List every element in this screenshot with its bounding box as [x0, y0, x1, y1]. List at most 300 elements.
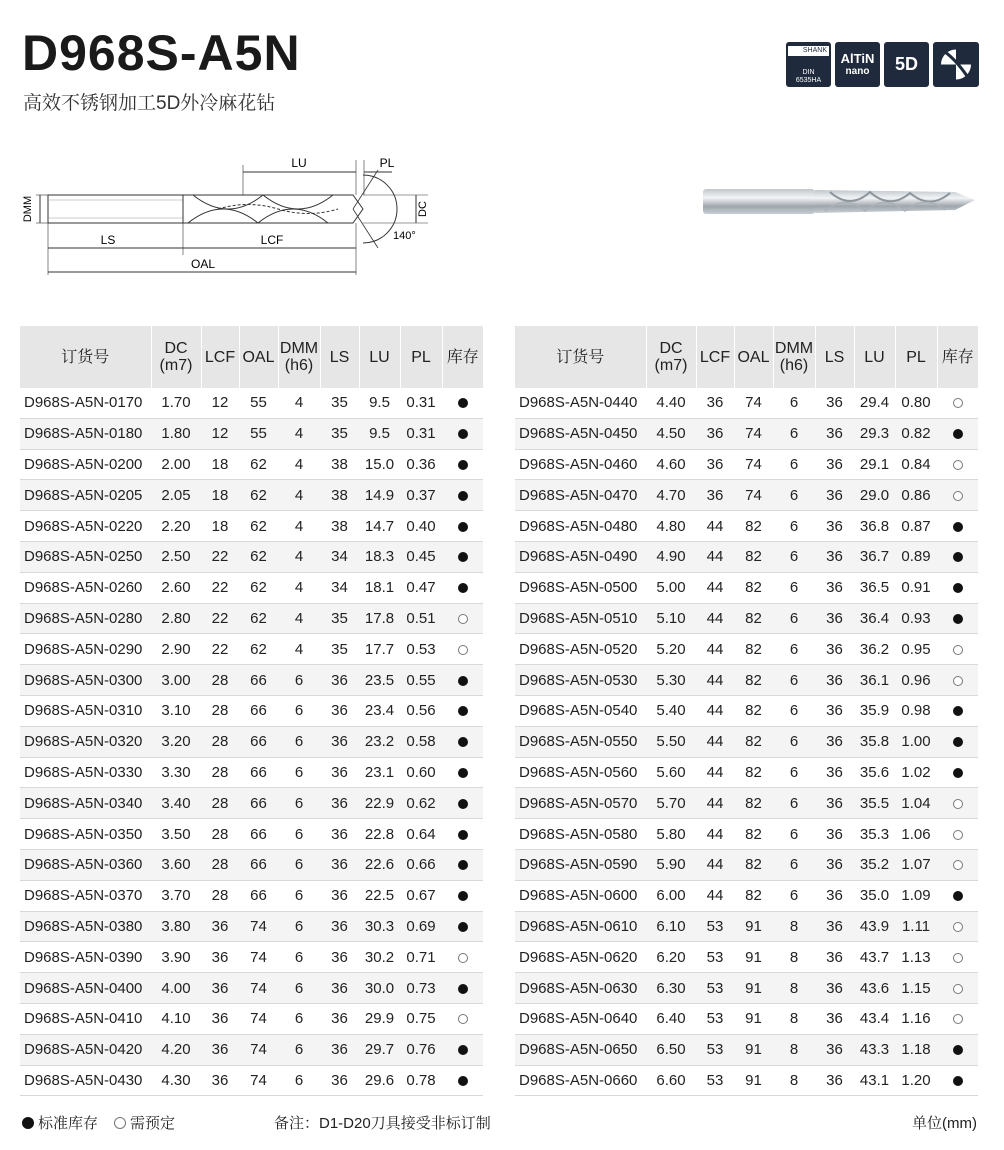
spec-cell: 35.0 — [854, 880, 895, 911]
in-stock-dot-icon — [953, 768, 963, 778]
order-no-cell: D968S-A5N-0350 — [20, 819, 151, 850]
spec-cell: 36.1 — [854, 665, 895, 696]
in-stock-dot-icon — [458, 429, 468, 439]
spec-cell: 36 — [320, 849, 359, 880]
spec-cell: 82 — [734, 726, 773, 757]
stock-cell — [937, 665, 978, 696]
stock-cell — [937, 511, 978, 542]
spec-cell: 44 — [696, 726, 734, 757]
spec-cell: 28 — [201, 880, 239, 911]
col-lu: LU — [359, 326, 400, 388]
spec-cell: 6 — [773, 726, 815, 757]
stock-cell — [442, 418, 483, 449]
in-stock-dot-icon — [458, 860, 468, 870]
spec-cell: 4.00 — [151, 973, 201, 1004]
spec-cell: 43.7 — [854, 942, 895, 973]
spec-cell: 1.70 — [151, 388, 201, 418]
in-stock-dot-icon — [458, 583, 468, 593]
spec-cell: 8 — [773, 1034, 815, 1065]
spec-cell: 22.6 — [359, 849, 400, 880]
order-no-cell: D968S-A5N-0660 — [515, 1065, 646, 1096]
spec-cell: 44 — [696, 665, 734, 696]
in-stock-dot-icon — [953, 552, 963, 562]
spec-cell: 62 — [239, 449, 278, 480]
spec-cell: 4.40 — [646, 388, 696, 418]
spec-cell: 82 — [734, 665, 773, 696]
spec-cell: 15.0 — [359, 449, 400, 480]
spec-cell: 0.91 — [895, 572, 937, 603]
spec-cell: 38 — [320, 480, 359, 511]
spec-cell: 6 — [278, 1065, 320, 1096]
order-no-cell: D968S-A5N-0610 — [515, 911, 646, 942]
spec-cell: 29.9 — [359, 1003, 400, 1034]
spec-cell: 22 — [201, 572, 239, 603]
spec-cell: 6 — [773, 634, 815, 665]
stock-cell — [442, 634, 483, 665]
spec-cell: 0.62 — [400, 788, 442, 819]
spec-cell: 6 — [278, 695, 320, 726]
spec-cell: 43.3 — [854, 1034, 895, 1065]
oal-label: OAL — [190, 257, 216, 271]
stock-cell — [937, 634, 978, 665]
order-no-cell: D968S-A5N-0360 — [20, 849, 151, 880]
in-stock-dot-icon — [458, 491, 468, 501]
spec-cell: 36 — [815, 880, 854, 911]
spec-cell: 5.40 — [646, 695, 696, 726]
stock-cell — [442, 665, 483, 696]
spec-cell: 6 — [773, 572, 815, 603]
spec-cell: 74 — [734, 418, 773, 449]
spec-cell: 4.10 — [151, 1003, 201, 1034]
stock-cell — [937, 911, 978, 942]
order-no-cell: D968S-A5N-0580 — [515, 819, 646, 850]
spec-cell: 18 — [201, 449, 239, 480]
stock-cell — [442, 1065, 483, 1096]
stock-cell — [937, 942, 978, 973]
spec-cell: 2.50 — [151, 541, 201, 572]
stock-cell — [937, 726, 978, 757]
spec-cell: 0.87 — [895, 511, 937, 542]
spec-cell: 4 — [278, 603, 320, 634]
spec-cell: 2.90 — [151, 634, 201, 665]
spec-cell: 18 — [201, 480, 239, 511]
table-row — [20, 757, 483, 788]
spec-cell: 18.3 — [359, 541, 400, 572]
spec-cell: 36 — [815, 757, 854, 788]
order-required-dot-icon — [458, 645, 468, 655]
in-stock-dot-icon — [458, 984, 468, 994]
spec-cell: 0.31 — [400, 418, 442, 449]
spec-cell: 35.5 — [854, 788, 895, 819]
spec-cell: 3.70 — [151, 880, 201, 911]
angle-label: 140° — [393, 230, 416, 242]
spec-cell: 6 — [773, 757, 815, 788]
spec-cell: 36 — [696, 388, 734, 418]
order-no-cell: D968S-A5N-0560 — [515, 757, 646, 788]
order-required-dot-icon — [953, 984, 963, 994]
spec-cell: 0.80 — [895, 388, 937, 418]
spec-cell: 23.2 — [359, 726, 400, 757]
spec-cell: 6.20 — [646, 942, 696, 973]
spec-cell: 66 — [239, 849, 278, 880]
ls-label: LS — [100, 233, 116, 247]
spec-cell: 53 — [696, 1034, 734, 1065]
spec-cell: 74 — [239, 973, 278, 1004]
stock-cell — [442, 788, 483, 819]
spec-cell: 0.66 — [400, 849, 442, 880]
spec-cell: 4.80 — [646, 511, 696, 542]
order-no-cell: D968S-A5N-0520 — [515, 634, 646, 665]
order-required-dot-icon — [953, 645, 963, 655]
col-dc: DC (m7) — [646, 326, 696, 388]
order-no-cell: D968S-A5N-0540 — [515, 695, 646, 726]
spec-cell: 9.5 — [359, 388, 400, 418]
stock-cell — [937, 819, 978, 850]
order-required-dot-icon — [953, 953, 963, 963]
table-row — [515, 726, 978, 757]
spec-cell: 4 — [278, 572, 320, 603]
col-dmm: DMM (h6) — [278, 326, 320, 388]
table-row — [515, 942, 978, 973]
spec-cell: 28 — [201, 726, 239, 757]
spec-cell: 22.9 — [359, 788, 400, 819]
order-no-cell: D968S-A5N-0330 — [20, 757, 151, 788]
spec-cell: 17.7 — [359, 634, 400, 665]
table-row — [20, 1034, 483, 1065]
spec-cell: 30.0 — [359, 973, 400, 1004]
order-required-dot-icon — [458, 1014, 468, 1024]
stock-cell — [937, 572, 978, 603]
stock-cell — [937, 418, 978, 449]
spec-cell: 0.37 — [400, 480, 442, 511]
spec-cell: 1.13 — [895, 942, 937, 973]
spec-cell: 36 — [815, 788, 854, 819]
spec-cell: 8 — [773, 1065, 815, 1096]
spec-cell: 29.7 — [359, 1034, 400, 1065]
lcf-label: LCF — [260, 233, 284, 247]
table-row — [515, 1003, 978, 1034]
spec-cell: 1.09 — [895, 880, 937, 911]
dc-label: DC — [417, 201, 429, 217]
order-no-cell: D968S-A5N-0250 — [20, 541, 151, 572]
table-row — [515, 388, 978, 418]
spec-cell: 82 — [734, 757, 773, 788]
spec-cell: 0.98 — [895, 695, 937, 726]
spec-cell: 91 — [734, 1034, 773, 1065]
in-stock-dot-icon — [953, 1076, 963, 1086]
spec-cell: 0.55 — [400, 665, 442, 696]
spec-table-left — [20, 326, 483, 1096]
in-stock-dot-icon — [953, 737, 963, 747]
spec-cell: 82 — [734, 572, 773, 603]
order-required-dot-icon — [953, 398, 963, 408]
spec-cell: 6 — [278, 819, 320, 850]
spec-cell: 2.60 — [151, 572, 201, 603]
spec-cell: 1.20 — [895, 1065, 937, 1096]
spec-cell: 0.67 — [400, 880, 442, 911]
spec-cell: 1.16 — [895, 1003, 937, 1034]
spec-cell: 0.89 — [895, 541, 937, 572]
spec-cell: 36 — [815, 1003, 854, 1034]
col-oal: OAL — [239, 326, 278, 388]
spec-cell: 66 — [239, 819, 278, 850]
spec-cell: 43.4 — [854, 1003, 895, 1034]
spec-cell: 0.93 — [895, 603, 937, 634]
spec-cell: 8 — [773, 911, 815, 942]
spec-cell: 2.05 — [151, 480, 201, 511]
spec-cell: 6 — [773, 849, 815, 880]
spec-cell: 5.50 — [646, 726, 696, 757]
spec-cell: 82 — [734, 603, 773, 634]
stock-cell — [442, 1034, 483, 1065]
spec-cell: 4 — [278, 480, 320, 511]
spec-cell: 8 — [773, 1003, 815, 1034]
in-stock-dot-icon — [458, 398, 468, 408]
in-stock-dot-icon — [458, 706, 468, 716]
spec-cell: 36 — [815, 942, 854, 973]
spec-cell: 82 — [734, 880, 773, 911]
stock-cell — [442, 541, 483, 572]
spec-cell: 3.40 — [151, 788, 201, 819]
spec-cell: 3.50 — [151, 819, 201, 850]
spec-cell: 1.80 — [151, 418, 201, 449]
spec-cell: 36 — [815, 665, 854, 696]
table-row — [20, 819, 483, 850]
order-required-dot-icon — [953, 491, 963, 501]
table-row — [515, 1065, 978, 1096]
table-row — [20, 1065, 483, 1096]
spec-cell: 0.64 — [400, 819, 442, 850]
spec-cell: 23.1 — [359, 757, 400, 788]
spec-cell: 35 — [320, 634, 359, 665]
spec-cell: 36 — [201, 1034, 239, 1065]
spec-cell: 74 — [239, 1003, 278, 1034]
spec-cell: 36 — [320, 819, 359, 850]
spec-cell: 53 — [696, 1065, 734, 1096]
spec-cell: 1.11 — [895, 911, 937, 942]
spec-cell: 0.86 — [895, 480, 937, 511]
spec-cell: 4 — [278, 634, 320, 665]
spec-cell: 35 — [320, 603, 359, 634]
spec-cell: 36 — [320, 695, 359, 726]
stock-cell — [442, 511, 483, 542]
spec-cell: 6 — [773, 788, 815, 819]
spec-cell: 5.80 — [646, 819, 696, 850]
order-no-cell: D968S-A5N-0390 — [20, 942, 151, 973]
spec-cell: 0.75 — [400, 1003, 442, 1034]
spec-cell: 91 — [734, 973, 773, 1004]
spec-cell: 6 — [278, 880, 320, 911]
spec-cell: 3.00 — [151, 665, 201, 696]
in-stock-dot-icon — [458, 522, 468, 532]
spec-cell: 23.4 — [359, 695, 400, 726]
stock-cell — [442, 757, 483, 788]
spec-cell: 36 — [815, 480, 854, 511]
spec-cell: 36 — [320, 911, 359, 942]
in-stock-dot-icon — [953, 891, 963, 901]
spec-cell: 6 — [278, 726, 320, 757]
col-order-no: 订货号 — [515, 326, 646, 388]
order-no-cell: D968S-A5N-0300 — [20, 665, 151, 696]
pl-label: PL — [379, 156, 395, 170]
spec-cell: 2.80 — [151, 603, 201, 634]
table-row — [20, 726, 483, 757]
order-no-cell: D968S-A5N-0290 — [20, 634, 151, 665]
table-row — [20, 880, 483, 911]
spec-cell: 44 — [696, 819, 734, 850]
stock-cell — [937, 1034, 978, 1065]
order-no-cell: D968S-A5N-0440 — [515, 388, 646, 418]
spec-cell: 0.71 — [400, 942, 442, 973]
spec-cell: 62 — [239, 603, 278, 634]
spec-cell: 5.30 — [646, 665, 696, 696]
table-row — [515, 665, 978, 696]
order-no-cell: D968S-A5N-0280 — [20, 603, 151, 634]
spec-cell: 28 — [201, 849, 239, 880]
legend-stock-label: 标准库存 — [38, 1115, 99, 1132]
in-stock-dot-icon — [953, 706, 963, 716]
stock-cell — [937, 603, 978, 634]
spec-cell: 17.8 — [359, 603, 400, 634]
order-no-cell: D968S-A5N-0600 — [515, 880, 646, 911]
spec-cell: 36 — [815, 511, 854, 542]
table-row — [515, 695, 978, 726]
spec-cell: 0.60 — [400, 757, 442, 788]
stock-cell — [442, 388, 483, 418]
spec-cell: 0.95 — [895, 634, 937, 665]
table-row — [20, 603, 483, 634]
table-row — [20, 849, 483, 880]
lu-label: LU — [291, 156, 307, 170]
spec-cell: 0.56 — [400, 695, 442, 726]
order-no-cell: D968S-A5N-0430 — [20, 1065, 151, 1096]
order-no-cell: D968S-A5N-0450 — [515, 418, 646, 449]
spec-cell: 6 — [773, 418, 815, 449]
spec-cell: 4 — [278, 511, 320, 542]
spec-cell: 62 — [239, 541, 278, 572]
table-row — [20, 480, 483, 511]
col-dc: DC (m7) — [151, 326, 201, 388]
col-lu: LU — [854, 326, 895, 388]
spec-cell: 0.84 — [895, 449, 937, 480]
order-no-cell: D968S-A5N-0170 — [20, 388, 151, 418]
spec-cell: 6 — [278, 1034, 320, 1065]
order-no-cell: D968S-A5N-0460 — [515, 449, 646, 480]
spec-cell: 36 — [815, 911, 854, 942]
stock-cell — [937, 388, 978, 418]
order-no-cell: D968S-A5N-0570 — [515, 788, 646, 819]
stock-cell — [442, 849, 483, 880]
spec-cell: 36 — [696, 449, 734, 480]
order-no-cell: D968S-A5N-0220 — [20, 511, 151, 542]
spec-cell: 29.6 — [359, 1065, 400, 1096]
spec-cell: 82 — [734, 511, 773, 542]
spec-cell: 36 — [320, 726, 359, 757]
order-no-cell: D968S-A5N-0320 — [20, 726, 151, 757]
spec-cell: 3.60 — [151, 849, 201, 880]
spec-cell: 18.1 — [359, 572, 400, 603]
spec-cell: 36.5 — [854, 572, 895, 603]
spec-cell: 35.9 — [854, 695, 895, 726]
spec-cell: 3.80 — [151, 911, 201, 942]
spec-cell: 44 — [696, 695, 734, 726]
spec-cell: 36 — [320, 665, 359, 696]
spec-cell: 36 — [320, 1034, 359, 1065]
spec-cell: 36 — [815, 449, 854, 480]
spec-cell: 36 — [815, 695, 854, 726]
order-no-cell: D968S-A5N-0590 — [515, 849, 646, 880]
spec-cell: 6 — [278, 665, 320, 696]
col-order-no: 订货号 — [20, 326, 151, 388]
table-header-row — [20, 326, 483, 388]
spec-cell: 30.3 — [359, 911, 400, 942]
order-no-cell: D968S-A5N-0550 — [515, 726, 646, 757]
spec-cell: 1.04 — [895, 788, 937, 819]
spec-cell: 0.45 — [400, 541, 442, 572]
table-row — [515, 541, 978, 572]
table-row — [515, 449, 978, 480]
spec-cell: 6.60 — [646, 1065, 696, 1096]
spec-cell: 0.69 — [400, 911, 442, 942]
table-row — [20, 788, 483, 819]
spec-cell: 6 — [773, 449, 815, 480]
col-stock: 库存 — [442, 326, 483, 388]
order-no-cell: D968S-A5N-0370 — [20, 880, 151, 911]
table-row — [515, 911, 978, 942]
spec-cell: 36 — [320, 1003, 359, 1034]
col-ls: LS — [815, 326, 854, 388]
table-row — [20, 449, 483, 480]
spec-cell: 28 — [201, 665, 239, 696]
spec-cell: 36 — [201, 1003, 239, 1034]
stock-cell — [937, 849, 978, 880]
stock-cell — [937, 788, 978, 819]
spec-cell: 22 — [201, 541, 239, 572]
order-no-cell: D968S-A5N-0490 — [515, 541, 646, 572]
spec-cell: 0.53 — [400, 634, 442, 665]
table-row — [20, 572, 483, 603]
spec-cell: 23.5 — [359, 665, 400, 696]
col-oal: OAL — [734, 326, 773, 388]
order-required-dot-icon — [953, 830, 963, 840]
spec-cell: 44 — [696, 788, 734, 819]
spec-cell: 0.73 — [400, 973, 442, 1004]
spec-cell: 36.8 — [854, 511, 895, 542]
spec-cell: 62 — [239, 511, 278, 542]
order-required-dot-icon — [953, 799, 963, 809]
spec-cell: 55 — [239, 388, 278, 418]
spec-cell: 0.51 — [400, 603, 442, 634]
spec-cell: 4 — [278, 388, 320, 418]
spec-cell: 6.00 — [646, 880, 696, 911]
spec-cell: 4 — [278, 449, 320, 480]
order-no-cell: D968S-A5N-0205 — [20, 480, 151, 511]
spec-cell: 36 — [320, 973, 359, 1004]
spec-cell: 0.58 — [400, 726, 442, 757]
spec-cell: 0.36 — [400, 449, 442, 480]
spec-cell: 28 — [201, 757, 239, 788]
spec-cell: 1.00 — [895, 726, 937, 757]
spec-cell: 6 — [773, 819, 815, 850]
spec-cell: 62 — [239, 572, 278, 603]
stock-cell — [937, 973, 978, 1004]
spec-cell: 6 — [773, 603, 815, 634]
page-subtitle: 高效不锈钢加工5D外冷麻花钻 — [23, 93, 276, 114]
col-ls: LS — [320, 326, 359, 388]
table-row — [515, 418, 978, 449]
in-stock-dot-icon — [458, 891, 468, 901]
spec-cell: 74 — [239, 911, 278, 942]
